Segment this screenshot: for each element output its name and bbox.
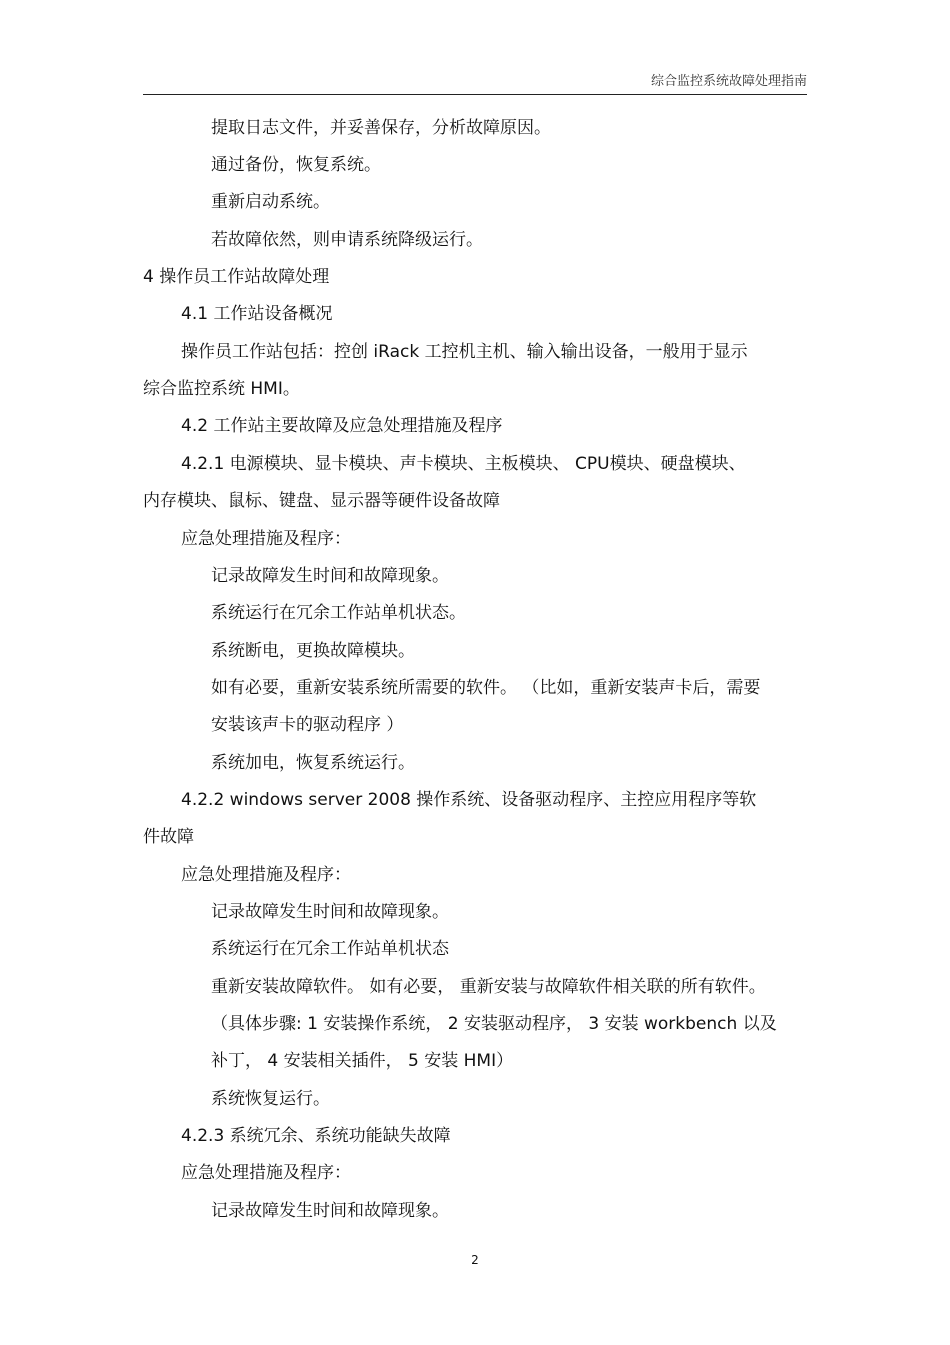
body-text-line: 系统断电，更换故障模块。 [211, 641, 415, 661]
body-text-line: 件故障 [143, 827, 194, 847]
body-text-line: 操作员工作站包括：控创 iRack 工控机主机、输入输出设备，一般用于显示 [181, 342, 748, 362]
body-text-line: 应急处理措施及程序： [181, 1163, 351, 1183]
header-rule [143, 94, 807, 95]
body-text-line: 系统加电，恢复系统运行。 [211, 753, 415, 773]
body-text-line: 若故障依然，则申请系统降级运行。 [211, 230, 483, 250]
subsection-heading: 4.1 工作站设备概况 [181, 304, 333, 324]
subsection-heading: 4.2.1 电源模块、显卡模块、声卡模块、主板模块、 CPU模块、硬盘模块、 [181, 454, 746, 474]
subsection-heading: 4.2.3 系统冗余、系统功能缺失故障 [181, 1126, 451, 1146]
body-text-line: 系统运行在冗余工作站单机状态。 [211, 603, 466, 623]
subsection-heading: 4.2 工作站主要故障及应急处理措施及程序 [181, 416, 503, 436]
section-heading: 4 操作员工作站故障处理 [143, 267, 330, 287]
body-text-line: 应急处理措施及程序： [181, 865, 351, 885]
body-text-line: 安装该声卡的驱动程序 ） [211, 715, 404, 735]
body-text-line: 综合监控系统 HMI。 [143, 379, 300, 399]
body-text-line: （具体步骤: 1 安装操作系统， 2 安装驱动程序， 3 安装 workbench 以及 [211, 1014, 777, 1034]
body-text-line: 记录故障发生时间和故障现象。 [211, 1201, 449, 1221]
body-text-line: 内存模块、鼠标、键盘、显示器等硬件设备故障 [143, 491, 500, 511]
body-text-line: 如有必要，重新安装系统所需要的软件。 （比如，重新安装声卡后，需要 [211, 678, 761, 698]
body-text-line: 记录故障发生时间和故障现象。 [211, 566, 449, 586]
body-text-line: 补丁， 4 安装相关插件， 5 安装 HMI） [211, 1051, 514, 1071]
body-text-line: 记录故障发生时间和故障现象。 [211, 902, 449, 922]
body-text-line: 系统运行在冗余工作站单机状态 [211, 939, 449, 959]
body-text-line: 重新安装故障软件。 如有必要， 重新安装与故障软件相关联的所有软件。 [211, 977, 766, 997]
subsection-heading: 4.2.2 windows server 2008 操作系统、设备驱动程序、主控应用程序等软 [181, 790, 757, 810]
page-header-title: 综合监控系统故障处理指南 [650, 74, 807, 89]
page-number: 2 [471, 1253, 479, 1267]
body-text-line: 应急处理措施及程序： [181, 529, 351, 549]
body-text-line: 重新启动系统。 [211, 192, 330, 212]
body-text-line: 系统恢复运行。 [211, 1089, 330, 1109]
body-text-line: 通过备份，恢复系统。 [211, 155, 381, 175]
body-text-line: 提取日志文件，并妥善保存，分析故障原因。 [211, 118, 551, 138]
